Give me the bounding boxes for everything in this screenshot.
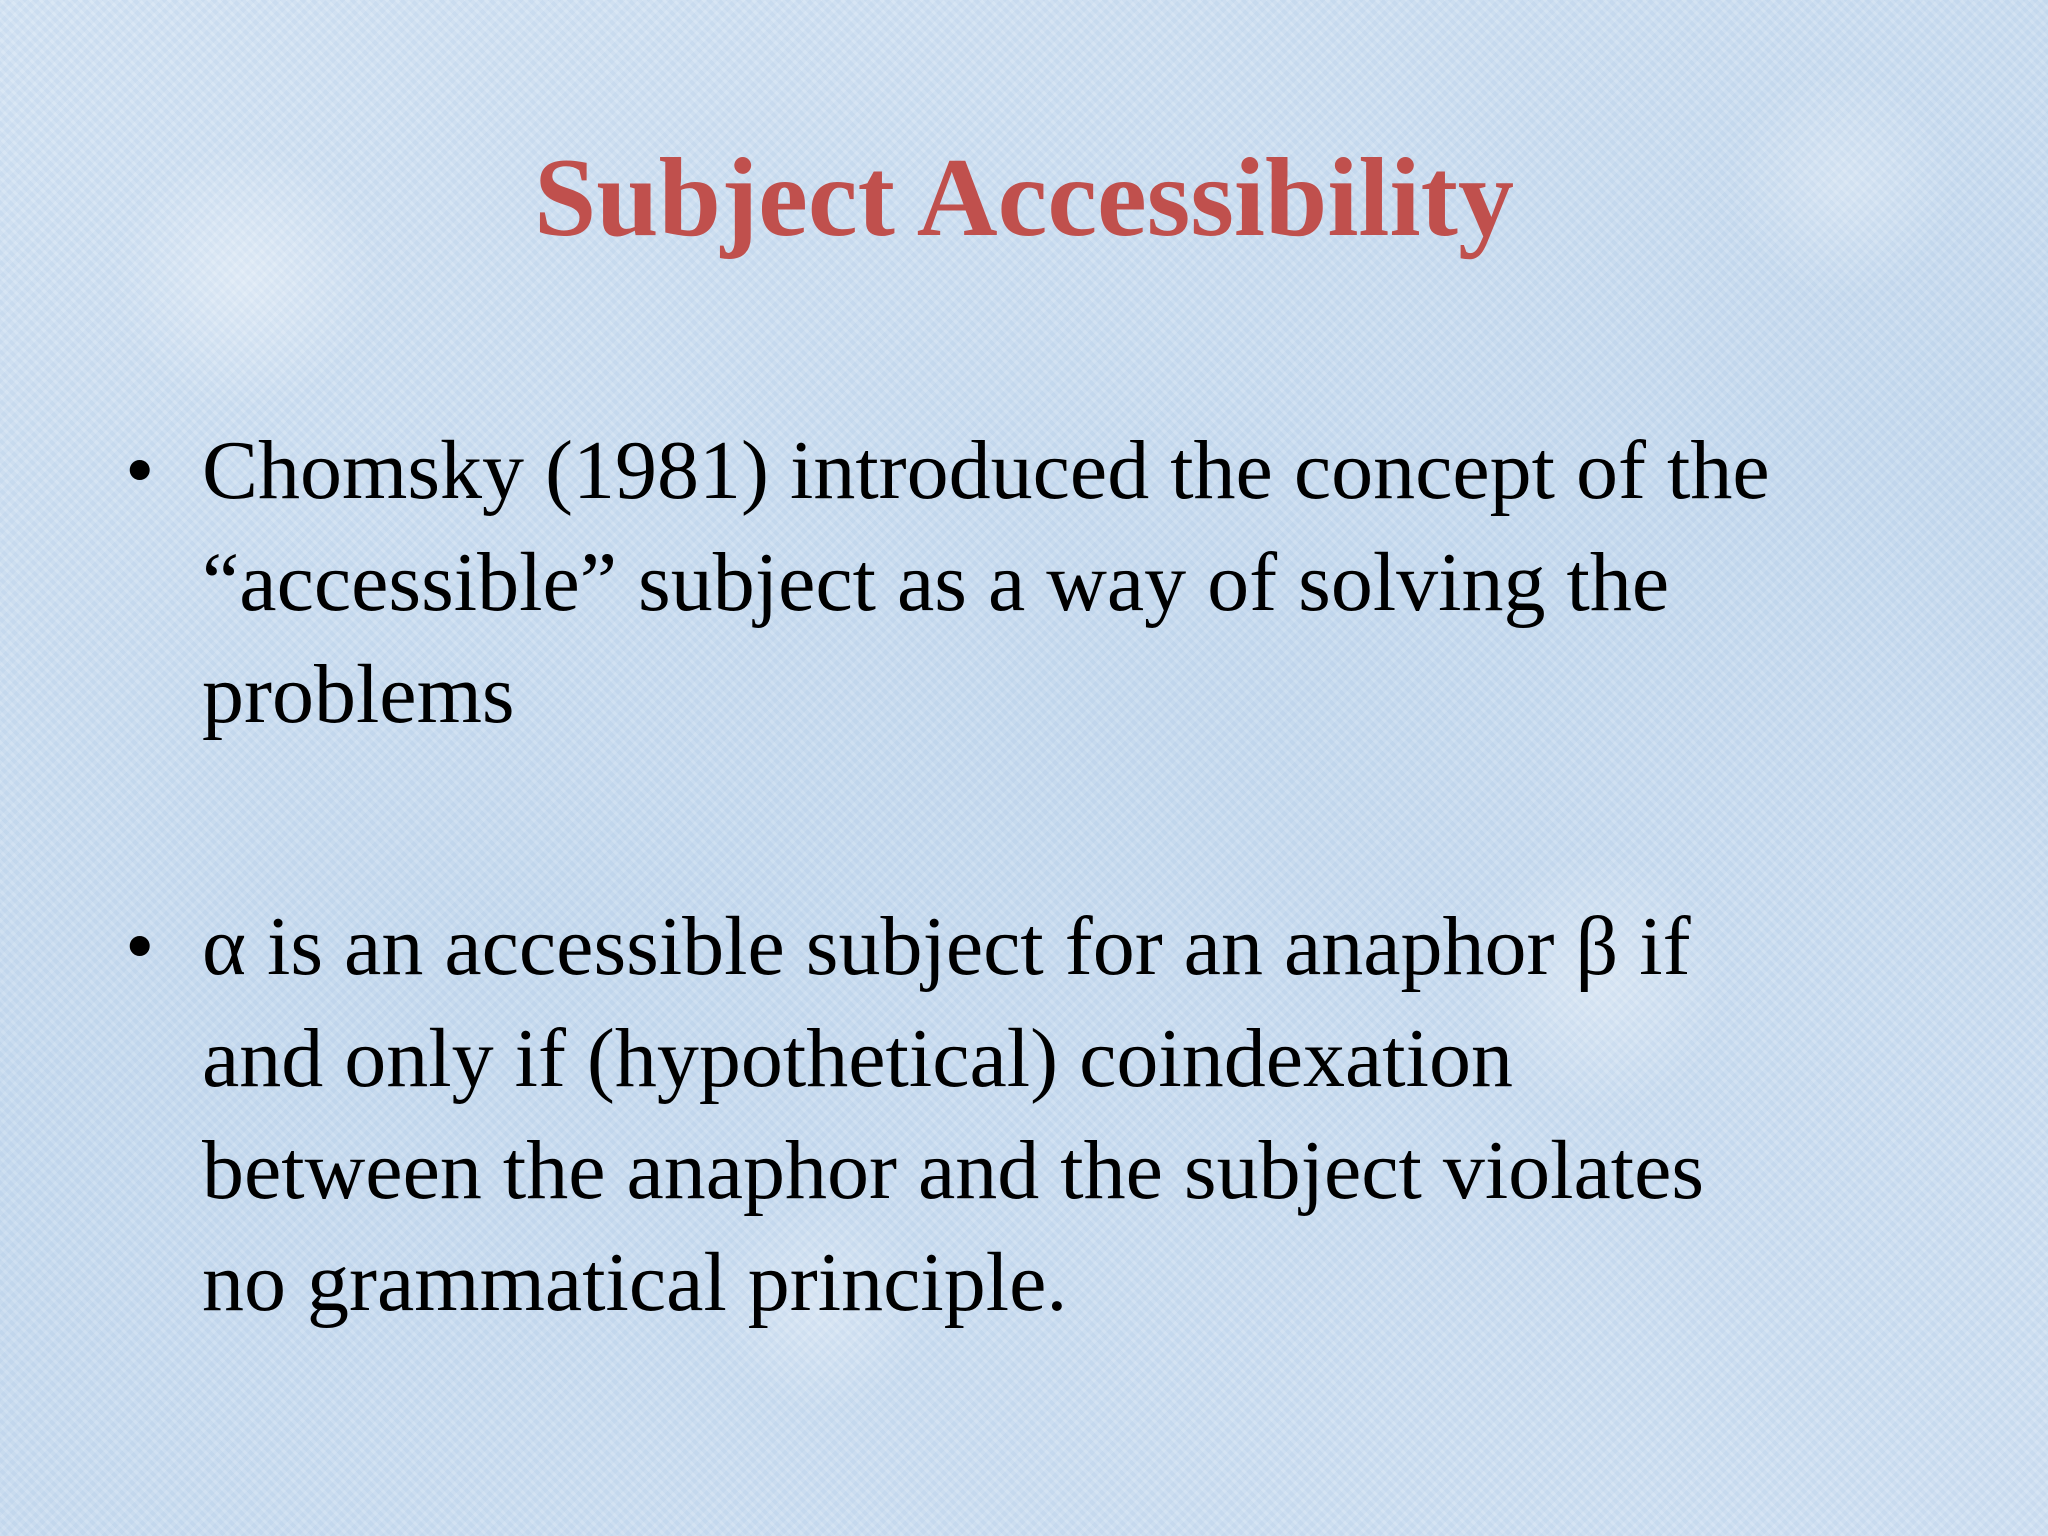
bullet-line: no grammatical principle. — [202, 1236, 1068, 1329]
slide-title: Subject Accessibility — [534, 136, 1514, 260]
bullet-line: between the anaphor and the subject violates — [202, 1124, 1705, 1217]
bullet-line: α is an accessible subject for an anaphor β if — [202, 900, 1691, 993]
bullet-line: and only if (hypothetical) coindexation — [202, 1012, 1513, 1105]
bullet-item — [125, 415, 1925, 751]
bullet-list — [125, 415, 1925, 1339]
bullet-line: “accessible” subject as a way of solving the — [202, 536, 1670, 629]
bullet-line: problems — [202, 648, 515, 741]
bullet-marker: • — [125, 900, 155, 993]
bullet-marker: • — [125, 424, 155, 517]
bullet-line: Chomsky (1981) introduced the concept of the — [202, 424, 1770, 517]
bullet-item — [125, 891, 1925, 1339]
